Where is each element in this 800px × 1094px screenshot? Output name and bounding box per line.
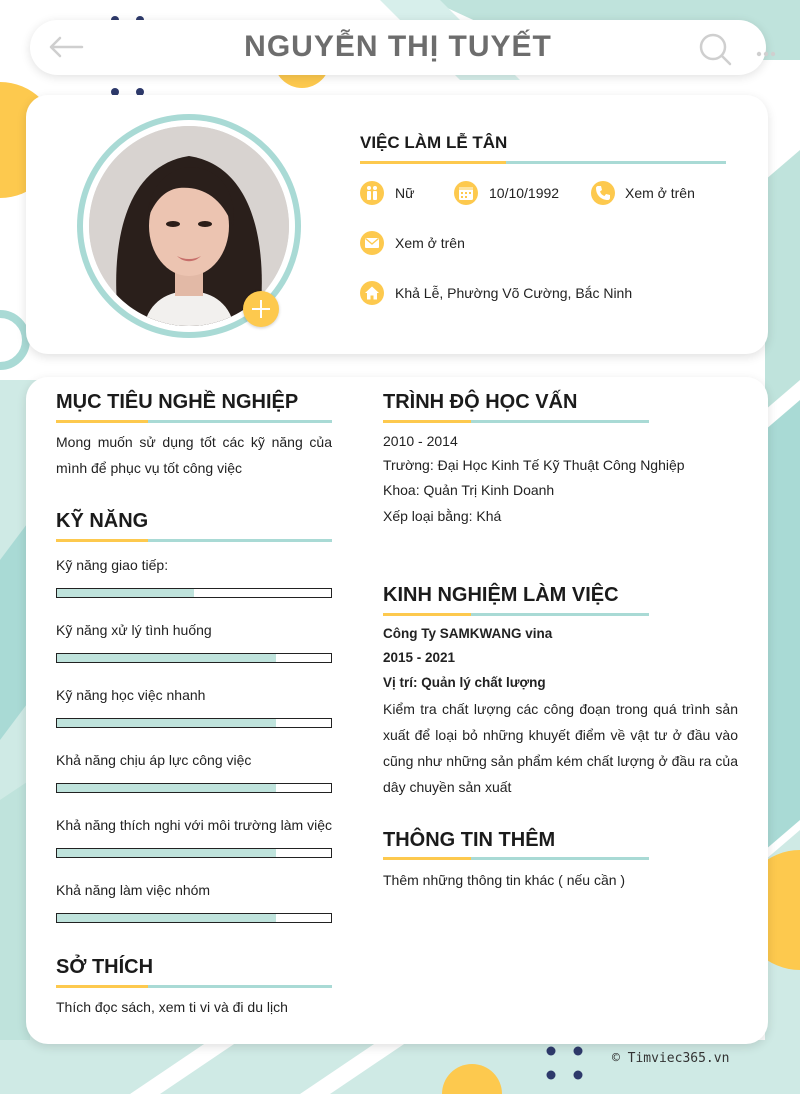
education-faculty: Khoa: Quản Trị Kinh Doanh — [383, 482, 555, 498]
experience-desc-line-4: dây chuyền sản xuất — [383, 779, 512, 795]
phone-value: Xem ở trên — [625, 185, 695, 201]
hobbies-text: Thích đọc sách, xem ti vi và đi du lịch — [56, 999, 288, 1015]
experience-desc-line-3: cũng như những sản phẩm kém chất lượng ở đầu ra của — [383, 753, 738, 769]
gender-value: Nữ — [395, 185, 415, 201]
skills-underline — [56, 539, 332, 542]
education-school: Trường: Đại Học Kinh Tế Kỹ Thuật Công Nghiệp — [383, 457, 685, 473]
skill-label: Khả năng làm việc nhóm — [56, 882, 211, 898]
mail-icon — [360, 231, 384, 255]
skill-label: Khả năng thích nghi với môi trường làm việc — [56, 817, 332, 833]
skill-label: Kỹ năng xử lý tình huống — [56, 622, 212, 638]
experience-underline — [383, 613, 649, 616]
career-goal-heading: MỤC TIÊU NGHỀ NGHIỆP — [56, 391, 299, 413]
skill-label: Kỹ năng giao tiếp: — [56, 557, 169, 573]
search-icon[interactable] — [698, 32, 732, 71]
job-title: VIỆC LÀM LỄ TÂN — [360, 133, 508, 152]
more-options-icon[interactable] — [756, 44, 776, 62]
phone-icon — [591, 181, 615, 205]
extra-info-heading: THÔNG TIN THÊM — [383, 829, 556, 851]
top-bar — [30, 20, 766, 75]
experience-period: 2015 - 2021 — [383, 650, 456, 665]
experience-desc-line-2: xuất để loại bỏ những khuyết điểm về vật tư ở đầu vào — [383, 727, 738, 743]
experience-company: Công Ty SAMKWANG vina — [383, 626, 553, 641]
job-title-underline — [360, 161, 726, 164]
email-value: Xem ở trên — [395, 235, 465, 251]
hobbies-underline — [56, 985, 332, 988]
experience-heading: KINH NGHIỆM LÀM VIỆC — [383, 584, 619, 606]
skills-heading: KỸ NĂNG — [56, 510, 149, 532]
add-photo-button[interactable] — [243, 291, 279, 327]
experience-desc-line-1: Kiểm tra chất lượng các công đoạn trong quá trình sản — [383, 701, 738, 717]
education-period: 2010 - 2014 — [383, 433, 458, 449]
skill-label: Khả năng chịu áp lực công việc — [56, 752, 252, 768]
site-credit: © Timviec365.vn — [612, 1051, 730, 1066]
skill-bar — [56, 588, 332, 598]
skill-bar — [56, 848, 332, 858]
extra-info-underline — [383, 857, 649, 860]
skill-label: Kỹ năng học việc nhanh — [56, 687, 206, 703]
birthday-value: 10/10/1992 — [489, 185, 560, 201]
extra-info-text: Thêm những thông tin khác ( nếu cần ) — [383, 872, 626, 888]
skill-bar — [56, 718, 332, 728]
skill-bar — [56, 783, 332, 793]
education-heading: TRÌNH ĐỘ HỌC VẤN — [383, 391, 578, 413]
skill-bar — [56, 913, 332, 923]
hobbies-heading: SỞ THÍCH — [56, 956, 154, 978]
career-goal-line-2: mình để phục vụ tốt công việc — [56, 460, 242, 476]
career-goal-underline — [56, 420, 332, 423]
home-icon — [360, 281, 384, 305]
gender-icon — [360, 181, 384, 205]
career-goal-line-1: Mong muốn sử dụng tốt các kỹ năng của — [56, 434, 332, 450]
experience-position: Vị trí: Quản lý chất lượng — [383, 675, 546, 690]
address-value: Khả Lễ, Phường Võ Cường, Bắc Ninh — [395, 285, 633, 301]
calendar-icon — [454, 181, 478, 205]
skill-bar — [56, 653, 332, 663]
education-grade: Xếp loại bằng: Khá — [383, 508, 502, 524]
candidate-name: NGUYỄN THỊ TUYẾT — [244, 30, 552, 63]
education-underline — [383, 420, 649, 423]
